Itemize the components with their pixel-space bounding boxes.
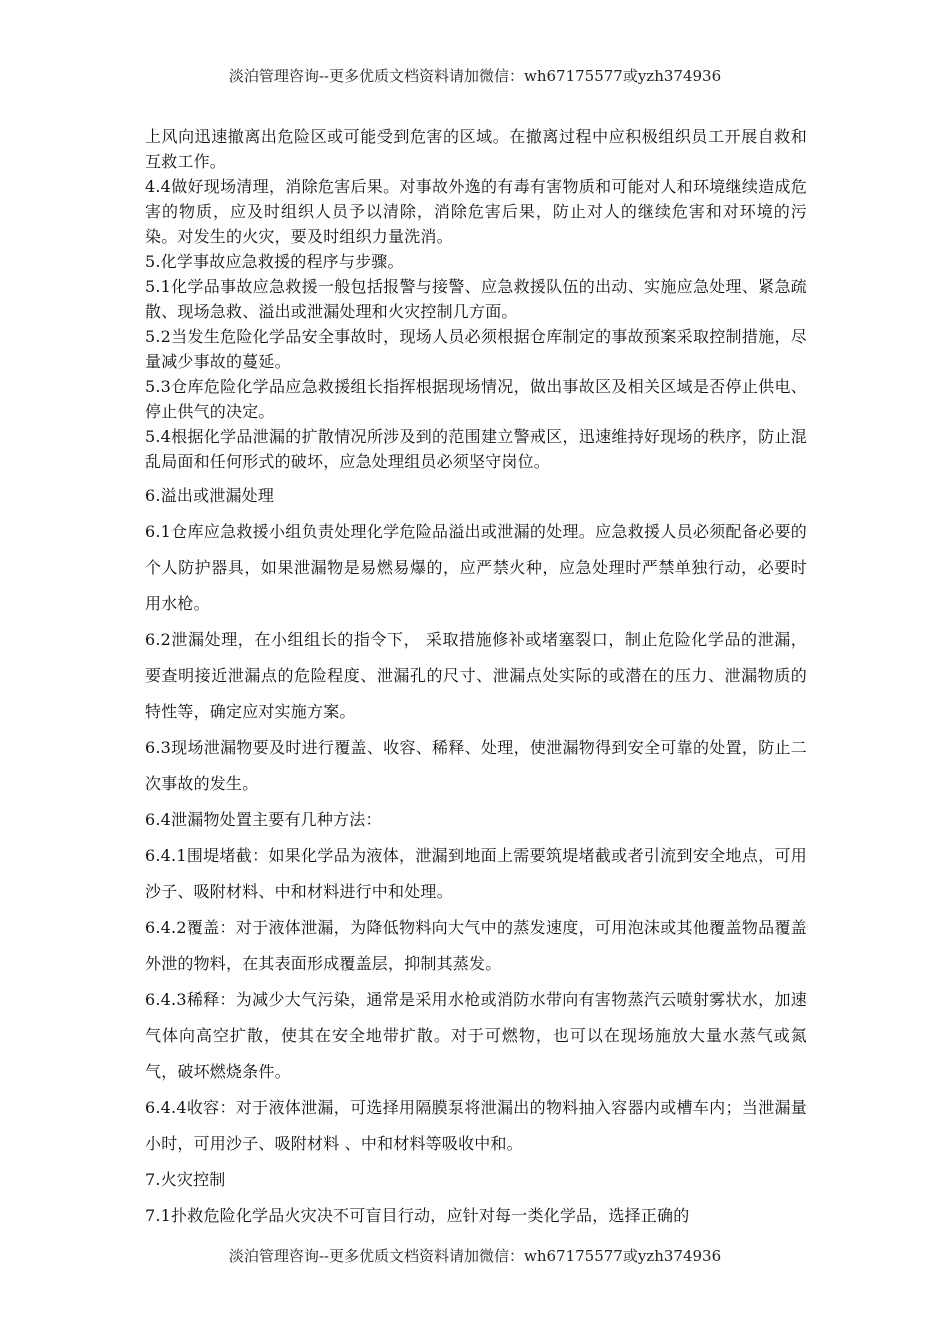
document-body xyxy=(145,124,807,1234)
paragraph: 5.2当发生危险化学品安全事故时，现场人员必须根据仓库制定的事故预案采取控制措施，尽量减少事故的蔓延。 xyxy=(145,327,807,371)
section-heading: 7.火灾控制 xyxy=(145,1170,226,1189)
paragraph: 4.4做好现场清理，消除危害后果。对事故外逸的有毒有害物质和可能对人和环境继续造成危害的物质，应及时组织人员予以清除，消除危害后果，防止对人的继续危害和对环境的污染。对发生的火灾，要及时组织力量洗消。 xyxy=(145,177,807,246)
section-heading: 6.溢出或泄漏处理 xyxy=(145,486,275,505)
paragraph: 6.4.2覆盖：对于液体泄漏，为降低物料向大气中的蒸发速度，可用泡沫或其他覆盖物品覆盖外泄的物料，在其表面形成覆盖层，抑制其蒸发。 xyxy=(145,918,807,973)
paragraph: 6.4.4收容：对于液体泄漏，可选择用隔膜泵将泄漏出的物料抽入容器内或槽车内；当泄漏量小时，可用沙子、吸附材料 、中和材料等吸收中和。 xyxy=(145,1098,807,1153)
paragraph: 5.3仓库危险化学品应急救援组长指挥根据现场情况，做出事故区及相关区域是否停止供电、停止供气的决定。 xyxy=(145,377,807,421)
paragraph: 6.3现场泄漏物要及时进行覆盖、收容、稀释、处理，使泄漏物得到安全可靠的处置，防止二次事故的发生。 xyxy=(145,738,807,793)
page-footer: 淡泊管理咨询--更多优质文档资料请加微信：wh67175577或yzh374936 xyxy=(228,1247,722,1265)
paragraph: 6.4.1围堤堵截：如果化学品为液体，泄漏到地面上需要筑堤堵截或者引流到安全地点，可用沙子、吸附材料、中和材料进行中和处理。 xyxy=(145,846,807,901)
paragraph: 上风向迅速撤离出危险区或可能受到危害的区域。在撤离过程中应积极组织员工开展自救和互救工作。 xyxy=(145,127,807,171)
paragraph: 6.2泄漏处理，在小组组长的指令下， 采取措施修补或堵塞裂口，制止危险化学品的泄漏，要查明接近泄漏点的危险程度、泄漏孔的尺寸、泄漏点处实际的或潜在的压力、泄漏物质的特性等，确定应对实施方案。 xyxy=(145,630,807,721)
paragraph: 6.4泄漏物处置主要有几种方法： xyxy=(145,810,382,829)
paragraph: 5.1化学品事故应急救援一般包括报警与接警、应急救援队伍的出动、实施应急处理、紧急疏散、现场急救、溢出或泄漏处理和火灾控制几方面。 xyxy=(145,277,807,321)
paragraph: 5.化学事故应急救援的程序与步骤。 xyxy=(145,252,404,271)
section-loose xyxy=(145,478,807,1234)
section-tight xyxy=(145,124,807,474)
paragraph: 6.1仓库应急救援小组负责处理化学危险品溢出或泄漏的处理。应急救援人员必须配备必要的个人防护器具，如果泄漏物是易燃易爆的，应严禁火种，应急处理时严禁单独行动，必要时用水枪。 xyxy=(145,522,807,613)
paragraph: 5.4根据化学品泄漏的扩散情况所涉及到的范围建立警戒区，迅速维持好现场的秩序，防止混乱局面和任何形式的破坏，应急处理组员必须坚守岗位。 xyxy=(145,427,807,471)
paragraph: 7.1扑救危险化学品火灾决不可盲目行动，应针对每一类化学品，选择正确的 xyxy=(145,1206,690,1225)
page-header: 淡泊管理咨询--更多优质文档资料请加微信：wh67175577或yzh374936 xyxy=(228,67,722,85)
paragraph: 6.4.3稀释：为减少大气污染，通常是采用水枪或消防水带向有害物蒸汽云喷射雾状水，加速气体向高空扩散，使其在安全地带扩散。对于可燃物，也可以在现场施放大量水蒸气或氮气，破坏燃烧条件。 xyxy=(145,990,807,1081)
